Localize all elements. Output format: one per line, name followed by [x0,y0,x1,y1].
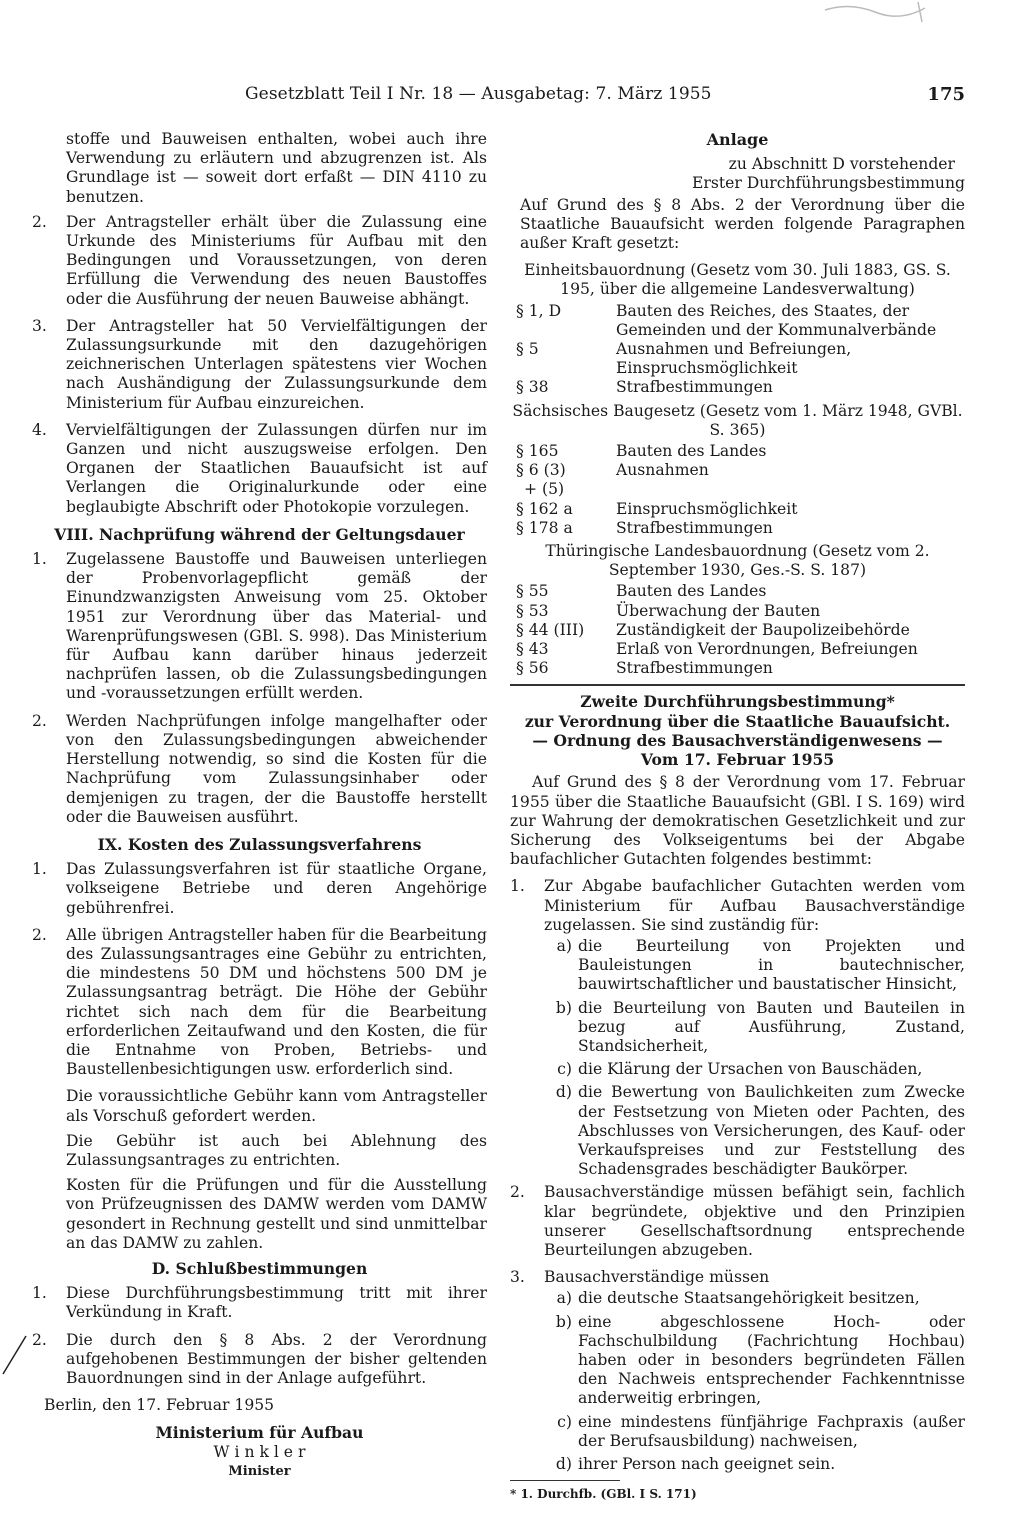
paragraph-ref: § 43 [516,640,549,659]
paragraph-desc: Erlaß von Verordnungen, Befreiungen [616,640,918,659]
sub-label: d) [555,1083,572,1102]
paragraph-desc: Strafbestimmungen [616,659,773,678]
item-number: 1. [32,860,47,879]
right-column [510,130,965,1504]
sub-label: a) [556,1289,572,1308]
paragraph-desc: Bauten des Landes [616,582,767,601]
item-text: Zugelassene Baustoffe und Bauweisen unterliegen der Probenvorlagepflicht gemäß der Einundzwanzigsten Anweisung vom 25. Oktober 1951 zur Verordnung über das Material- und Warenprüfungswesen (GBl. S. 998). Das Ministerium für Aufbau kann darüber hinaus jederzeit nachprüfen lassen, ob die Zulassungsbedingungen und -voraussetzungen erfüllt werden. [66,550,487,703]
item-text: Der Antragsteller hat 50 Vervielfältigungen der Zulassungsurkunde mit den dazugehörigen zeichnerischen Unterlagen spätestens vier Wochen nach Aushändigung der Zulassungsurkunde dem Ministerium für Aufbau einzureichen. [66,316,487,412]
item-number: 1. [32,550,47,569]
list-item [32,317,487,413]
law-title: Einheitsbauordnung (Gesetz vom 30. Juli 1883, GS. S. 195, über die allgemeine Landesverwaltung) [524,261,951,299]
list-item [510,1183,965,1260]
paragraph-ref: § 178 a [516,518,573,537]
left-column [32,130,487,1481]
sub-label: a) [556,936,572,955]
table-row [510,500,965,519]
list-item [32,926,487,1080]
table-row [510,621,965,640]
margin-pen-stroke [0,1332,30,1377]
sub-text: die deutsche Staatsangehörigkeit besitzen, [578,1289,920,1308]
annex-intro: Auf Grund des § 8 Abs. 2 der Verordnung über die Staatliche Bauaufsicht werden folgende Paragraphen außer Kraft gesetzt: [520,195,965,253]
table-row [510,461,965,480]
ministry-name: Ministerium für Aufbau [155,1423,364,1443]
sub-list [510,1289,965,1474]
item-text: Bausachverständige müssen [544,1268,770,1287]
law-title: Thüringische Landesbauordnung (Gesetz vom 2. September 1930, Ges.-S. S. 187) [545,542,930,580]
place-date: Berlin, den 17. Februar 1955 [44,1396,275,1415]
item-number: 1. [32,1284,47,1303]
signer-name: W i n k l e r [213,1442,306,1461]
item-number: 2. [32,1330,47,1349]
paragraph-desc: Strafbestimmungen [616,518,773,537]
paragraph-ref: § 162 a [516,499,573,518]
second-regulation-date: Vom 17. Februar 1955 [640,750,835,770]
sub-label: c) [557,1060,572,1079]
paragraph-desc: Überwachung der Bauten [616,601,821,620]
paragraph-desc: Einspruchsmöglichkeit [616,499,798,518]
paragraph-ref: § 38 [516,378,549,397]
item-number: 4. [32,420,47,439]
footnote: * 1. Durchfb. (GBl. I S. 171) [510,1487,697,1502]
paragraph-desc: Zuständigkeit der Baupolizeibehörde [616,620,910,639]
list-item [510,877,965,935]
ix-paragraph: Kosten für die Prüfungen und für die Ausstellung von Prüfzeugnissen des DAMW werden vom DAMW gesondert in Rechnung gestellt und sind unmittelbar an das DAMW zu zahlen. [66,1176,487,1252]
item-text: Der Antragsteller erhält über die Zulassung eine Urkunde des Ministeriums für Aufbau mit den Bedingungen und Voraussetzungen, von deren Erfüllung die Verwendung des neuen Baustoffes oder die Ausführung der neuen Bauweise abhängt. [66,212,487,308]
table-row [510,602,965,621]
sub-text: die Klärung der Ursachen von Bauschäden, [578,1060,923,1079]
section-divider [510,684,965,686]
paragraph-ref: § 53 [516,601,549,620]
item-text: Alle übrigen Antragsteller haben für die Bearbeitung des Zulassungsantrages eine Gebühr zu entrichten, die mindestens 50 DM und höchstens 500 DM je Zulassungsantrag beträgt. Die Höhe der Gebühr richtet sich nach dem für die Bearbeitung erforderlichen Zeitaufwand und den Kosten, die für die Entnahme von Proben, Betriebs- und Baustellenbesichtigungen usw. erforderlich sind. [66,925,487,1079]
paragraph-ref: § 1, D [516,301,562,320]
gazette-title: Gesetzblatt Teil I Nr. 18 — Ausgabetag: 7. März 1955 [245,84,712,104]
list-item [32,213,487,309]
list-item [32,712,487,827]
list-item [32,860,487,918]
sub-list [510,937,965,1179]
annex-title: Anlage [706,130,769,149]
intro-paragraph: stoffe und Bauweisen enthalten, wobei auch ihre Verwendung zu erläutern und abzugrenzen ist. Als Grundlage ist — soweit dort erfaßt — DIN 4110 zu benutzen. [66,130,487,206]
signer-title: Minister [228,1463,291,1479]
sub-item [544,999,965,1057]
item-number: 2. [32,925,47,944]
paragraph-ref: § 6 (3) [516,461,566,480]
page-header [245,84,965,114]
item-number: 2. [510,1183,525,1202]
paragraph-ref: § 44 (III) [516,620,585,639]
second-regulation-intro: Auf Grund des § 8 der Verordnung vom 17. Februar 1955 über die Staatliche Bauaufsicht (GBl. I S. 169) wird zur Wahrung der demokratischen Gesetzlichkeit und zur Sicherung des Volkseigentums bei der Abgabe baufachlicher Gutachten folgendes bestimmt: [510,773,965,869]
sub-item [544,1289,965,1308]
item-number: 2. [32,212,47,231]
sub-item [544,1455,965,1474]
second-regulation-subtitle: zur Verordnung über die Staatliche Bauaufsicht. [524,711,951,731]
item-text: Das Zulassungsverfahren ist für staatliche Organe, volkseigene Betriebe und deren Angehörige gebührenfrei. [66,860,487,917]
list-item [510,1268,965,1287]
table-row [510,640,965,659]
sub-text: die Beurteilung von Bauten und Bauteilen in bezug auf Ausführung, Zustand, Standsicherheit, [578,998,965,1055]
paragraph-desc: Ausnahmen und Befreiungen, Einspruchsmöglichkeit [616,340,852,378]
paragraph-ref: + (5) [524,480,565,499]
item-number: 3. [32,316,47,335]
table-row [510,480,965,499]
paragraph-ref: § 165 [516,442,559,461]
paragraph-desc: Strafbestimmungen [616,378,773,397]
item-text: Diese Durchführungsbestimmung tritt mit ihrer Verkündung in Kraft. [66,1284,487,1322]
list-item [32,550,487,704]
item-text: Werden Nachprüfungen infolge mangelhafter oder von den Zulassungsbedingungen abweichender Herstellung notwendig, so sind die Kosten für die Nachprüfung vom Zulassungsinhaber oder demjenigen zu tragen, der die Baustoffe herstellt oder die Bauweisen ausführt. [66,711,487,826]
paragraph-desc: Ausnahmen [616,461,709,480]
item-text: Zur Abgabe baufachlicher Gutachten werden vom Ministerium für Aufbau Bausachverständige zugelassen. Sie sind zuständig für: [544,877,965,934]
sub-text: eine mindestens fünfjährige Fachpraxis (außer der Berufsausbildung) nachweisen, [578,1412,965,1450]
sub-text: die Bewertung von Baulichkeiten zum Zwecke der Festsetzung von Mieten oder Pachten, des Abschlusses von Versicherungen, des Kauf- oder Verkaufspreises und zur Feststellung des Schadensgrades beschädigter Baukörper. [578,1083,965,1179]
paragraph-desc [624,480,965,499]
paragraph-ref: § 56 [516,659,549,678]
table-row [510,519,965,538]
sub-label: c) [557,1412,572,1431]
sub-item [544,1313,965,1409]
paragraph-desc: Bauten des Landes [616,442,767,461]
second-regulation-order: — Ordnung des Bausachverständigenwesens — [532,730,943,750]
corner-scribble-mark [820,0,930,25]
paragraph-ref: § 5 [516,340,539,359]
section-heading-viii: VIII. Nachprüfung während der Geltungsdauer [54,524,465,544]
item-text: Bausachverständige müssen befähigt sein, fachlich klar begründete, objektive und den Prinzipien unserer Gesellschaftsordnung entsprechende Beurteilungen abzugeben. [544,1183,965,1259]
sub-item [544,1060,965,1079]
sub-item [544,937,965,995]
annex-reference-line-2: Erster Durchführungsbestimmung [691,174,965,193]
table-row [510,582,965,601]
section-heading-ix: IX. Kosten des Zulassungsverfahrens [97,834,422,854]
table-row [510,378,965,397]
ix-paragraph: Die voraussichtliche Gebühr kann vom Antragsteller als Vorschuß gefordert werden. [66,1087,487,1125]
section-heading-d: D. Schlußbestimmungen [151,1258,368,1278]
item-number: 2. [32,711,47,730]
sub-item [544,1083,965,1179]
sub-text: die Beurteilung von Projekten und Bauleistungen in bautechnischer, bauwirtschaftlicher und baustatischer Hinsicht, [578,936,965,994]
annex-reference-line-1: zu Abschnitt D vorstehender [728,155,955,174]
list-item [32,1284,487,1322]
second-regulation-title: Zweite Durchführungsbestimmung* [580,692,895,712]
ix-paragraph: Die Gebühr ist auch bei Ablehnung des Zulassungsantrages zu entrichten. [66,1131,487,1169]
sub-label: b) [555,998,572,1017]
list-item [32,1331,487,1389]
footnote-divider [510,1480,620,1481]
table-row [510,659,965,678]
sub-text: ihrer Person nach geeignet sein. [578,1455,836,1473]
item-text: Die durch den § 8 Abs. 2 der Verordnung aufgehobenen Bestimmungen der bisher geltenden Bauordnungen sind in der Anlage aufgeführt. [66,1330,487,1387]
page-number: 175 [927,84,965,105]
paragraph-desc: Bauten des Reiches, des Staates, der Gemeinden und der Kommunalverbände [616,301,937,339]
item-number: 3. [510,1268,525,1287]
sub-text: eine abgeschlossene Hoch- oder Fachschulbildung (Fachrichtung Hochbau) haben oder in besonders begründeten Fällen den Nachweis entsprechender Fachkenntnisse anderweitig erbringen, [578,1312,965,1408]
item-number: 1. [510,877,525,896]
sub-label: b) [555,1312,572,1331]
sub-label: d) [555,1455,572,1473]
table-row [510,442,965,461]
table-row [510,302,965,340]
law-title: Sächsisches Baugesetz (Gesetz vom 1. März 1948, GVBl. S. 365) [512,401,963,439]
table-row [510,340,965,378]
sub-item [544,1413,965,1451]
item-text: Vervielfältigungen der Zulassungen dürfen nur im Ganzen und nicht auszugsweise erfolgen. Den Organen der Staatlichen Bauaufsicht ist auf Verlangen die Originalurkunde oder eine beglaubigte Abschrift oder Photokopie vorzulegen. [66,420,487,516]
list-item [32,421,487,517]
paragraph-ref: § 55 [516,582,549,601]
